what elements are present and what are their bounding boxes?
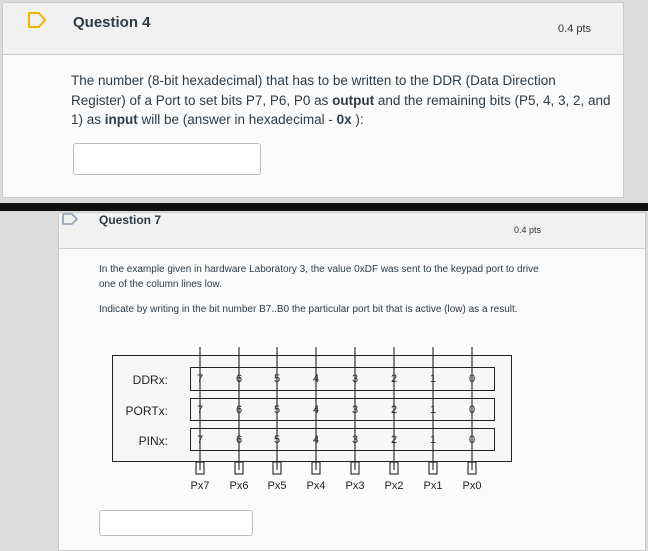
pin-bit: 7 [196,434,204,446]
port-bit: 5 [273,404,281,416]
pin-label-px3: Px3 [345,480,365,492]
port-bit: 6 [235,404,243,416]
ddr-bit: 2 [390,373,398,385]
pin-label-px2: Px2 [384,480,404,492]
question-7-title: Question 7 [99,213,162,227]
pin-label-px4: Px4 [306,480,326,492]
pin-bit: 2 [390,434,398,446]
ddr-bit: 0 [468,373,476,385]
question-7-paragraph-1: In the example given in hardware Laboratory 3, the value 0xDF was sent to the keypad port to drive one of the column lines low. [99,264,539,290]
pin-label-px0: Px0 [462,480,482,492]
pin-label-px7: Px7 [190,480,210,492]
port-bit: 1 [429,404,437,416]
ddr-bit: 3 [351,373,359,385]
pin-label: PINx: [138,434,168,448]
ddr-bit: 7 [196,373,204,385]
port-bit: 3 [351,404,359,416]
port-bit: 4 [312,404,320,416]
port-bit: 0 [468,404,476,416]
ddr-label: DDRx: [132,373,168,387]
pin-bit: 3 [351,434,359,446]
pin-label-px6: Px6 [229,480,249,492]
port-label: PORTx: [125,404,168,418]
question-7-paragraph-2: Indicate by writing in the bit number B7..B0 the particular port bit that is active (low) as a result. [99,304,518,315]
question-4-points: 0.4 pts [558,23,592,35]
ddr-bit: 6 [235,373,243,385]
pin-label-px1: Px1 [423,480,443,492]
question-4-title: Question 4 [73,14,151,31]
ddr-bit: 5 [273,373,281,385]
port-bit: 7 [196,404,204,416]
port-bit: 2 [390,404,398,416]
pin-bit: 6 [235,434,243,446]
question-4-text: The number (8-bit hexadecimal) that has to be written to the DDR (Data Direction Register) of a Port to set bits P7, P6, P0 as output and the remaining bits (P5, 4, 3, 2, and 1) as input will be (answer in hexadecimal - 0x ): [71,73,611,128]
pin-bit: 5 [273,434,281,446]
pin-bit: 0 [468,434,476,446]
ddr-bit: 4 [312,373,320,385]
pin-bit: 4 [312,434,320,446]
pin-label-px5: Px5 [267,480,287,492]
pin-bit: 1 [429,434,437,446]
question-7-points: 0.4 pts [514,225,542,235]
ddr-bit: 1 [429,373,437,385]
